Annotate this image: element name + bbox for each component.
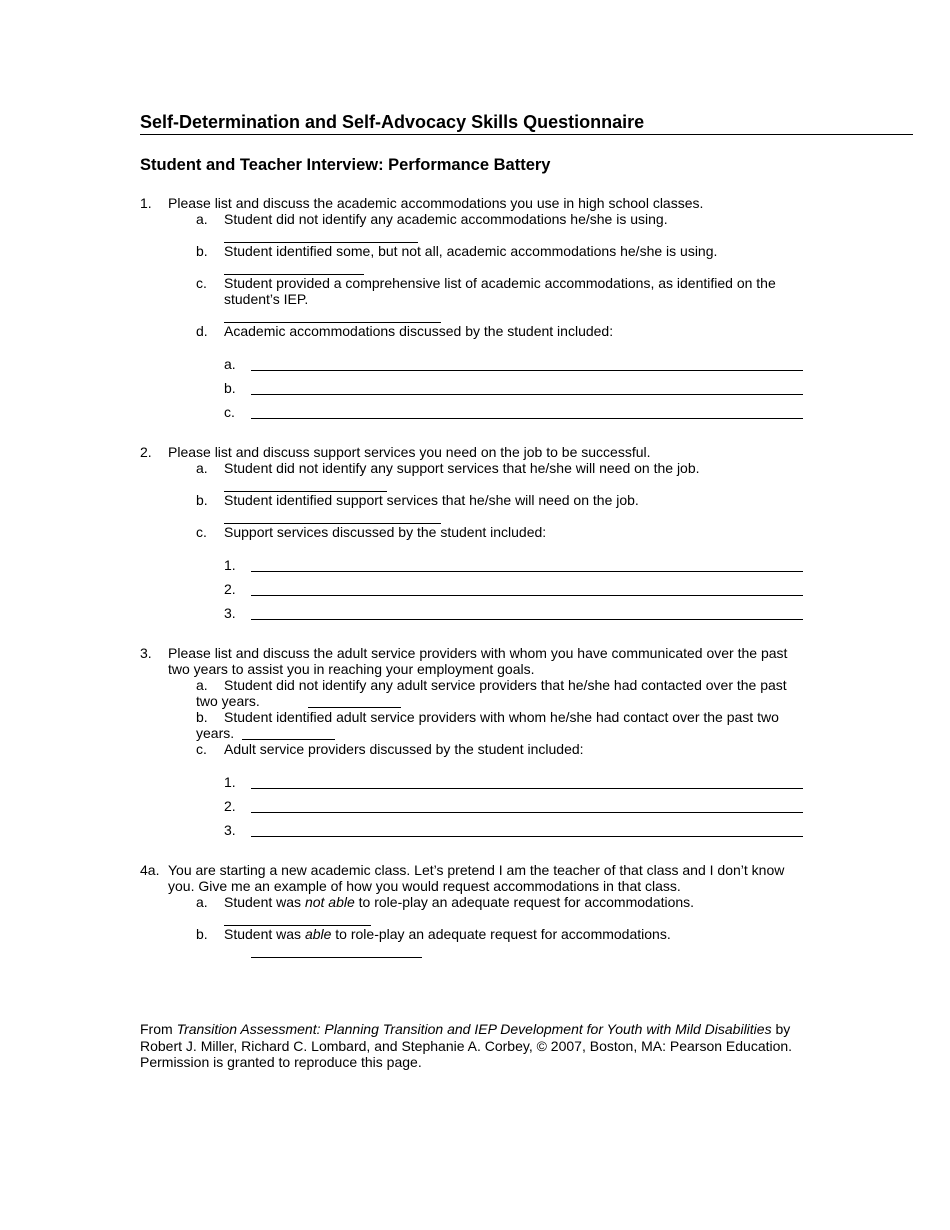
q2-b-label: b.	[196, 492, 208, 508]
q4a-a-text-pre: Student was	[224, 894, 305, 910]
title-rule	[140, 134, 913, 135]
q4a-b-text-pre: Student was	[224, 926, 305, 942]
q2-c-text: Support services discussed by the student included:	[224, 524, 547, 540]
q2-number: 2.	[140, 444, 152, 460]
q1-d-label: d.	[196, 323, 208, 339]
q2-list-label-1: 1.	[224, 557, 236, 573]
q1-b-text: Student identified some, but not all, academic accommodations he/she is using.	[224, 243, 718, 259]
q2-a-text: Student did not identify any support services that he/she will need on the job.	[224, 460, 700, 476]
q1-number: 1.	[140, 195, 152, 211]
q4a-b-label: b.	[196, 926, 208, 942]
citation-line3: Permission is granted to reproduce this page.	[140, 1054, 422, 1070]
q4a-b-text-emphasis: able	[304, 926, 332, 942]
q3-b-text-line1: Student identified adult service providers with whom he/she had contact over the past two	[224, 709, 779, 725]
q3-number: 3.	[140, 645, 152, 661]
q4a-b-text	[224, 926, 671, 942]
page-title: Self-Determination and Self-Advocacy Skills Questionnaire	[140, 112, 645, 132]
citation-book-title: Transition Assessment: Planning Transition and IEP Development for Youth with Mild Disabilities	[176, 1021, 772, 1037]
q3-list-line-3[interactable]	[251, 836, 803, 837]
q4a-b-text-post: to role-play an adequate request for accommodations.	[331, 926, 671, 942]
q4a-a-text-post: to role-play an adequate request for accommodations.	[354, 894, 695, 910]
q1-list-label-c: c.	[224, 404, 235, 420]
q3-b-text-line2: years.	[196, 725, 235, 741]
q1-c-text-line1: Student provided a comprehensive list of academic accommodations, as identified on the	[224, 275, 776, 291]
q3-text-line1: Please list and discuss the adult service providers with whom you have communicated over the past	[168, 645, 788, 661]
citation-line2: Robert J. Miller, Richard C. Lombard, and Stephanie A. Corbey, © 2007, Boston, MA: Pearson Education.	[140, 1037, 793, 1054]
q4a-b-answer-blank[interactable]	[251, 957, 422, 958]
q2-list-label-3: 3.	[224, 605, 236, 621]
q1-list-label-a: a.	[224, 356, 236, 372]
q3-c-label: c.	[196, 741, 207, 757]
q2-list-line-2[interactable]	[251, 595, 803, 596]
q3-c-text: Adult service providers discussed by the student included:	[224, 741, 584, 757]
q3-b-answer-blank[interactable]	[242, 739, 335, 740]
q3-a-answer-blank[interactable]	[308, 707, 401, 708]
q2-list-label-2: 2.	[224, 581, 236, 597]
q4a-a-text-emphasis: not able	[304, 894, 355, 910]
q1-a-text: Student did not identify any academic accommodations he/she is using.	[224, 211, 668, 227]
citation-by: by	[771, 1021, 791, 1037]
q1-d-text: Academic accommodations discussed by the student included:	[224, 323, 614, 339]
q3-list-label-1: 1.	[224, 774, 236, 790]
page-subtitle: Student and Teacher Interview: Performance Battery	[140, 156, 551, 174]
q1-list-line-c[interactable]	[251, 418, 803, 419]
q1-c-label: c.	[196, 275, 207, 291]
q3-list-label-3: 3.	[224, 822, 236, 838]
q3-a-text-line1: Student did not identify any adult service providers that he/she had contacted over the past	[224, 677, 787, 693]
q1-b-label: b.	[196, 243, 208, 259]
q2-list-line-1[interactable]	[251, 571, 803, 572]
q2-c-label: c.	[196, 524, 207, 540]
q1-a-label: a.	[196, 211, 208, 227]
q2-a-label: a.	[196, 460, 208, 476]
q3-a-label: a.	[196, 677, 208, 693]
q4a-number: 4a.	[140, 862, 160, 878]
citation-line1	[140, 1021, 820, 1038]
q4a-a-label: a.	[196, 894, 208, 910]
q4a-text-line1: You are starting a new academic class. Let’s pretend I am the teacher of that class and I don’t know	[168, 862, 785, 878]
q1-c-text-line2: student’s IEP.	[224, 291, 309, 307]
q4a-text-line2: you. Give me an example of how you would request accommodations in that class.	[168, 878, 681, 894]
q2-b-text: Student identified support services that he/she will need on the job.	[224, 492, 639, 508]
q1-text: Please list and discuss the academic accommodations you use in high school classes.	[168, 195, 704, 211]
q4a-a-text	[224, 894, 694, 910]
q1-list-line-a[interactable]	[251, 370, 803, 371]
q3-b-label: b.	[196, 709, 208, 725]
q3-list-label-2: 2.	[224, 798, 236, 814]
citation-from: From	[140, 1021, 177, 1037]
citation-footer	[140, 1021, 820, 1071]
q3-a-text-line2: two years.	[196, 693, 260, 709]
q3-list-line-2[interactable]	[251, 812, 803, 813]
q1-list-line-b[interactable]	[251, 394, 803, 395]
q2-text: Please list and discuss support services you need on the job to be successful.	[168, 444, 651, 460]
q3-text-line2: two years to assist you in reaching your employment goals.	[168, 661, 535, 677]
q1-list-label-b: b.	[224, 380, 236, 396]
q2-list-line-3[interactable]	[251, 619, 803, 620]
q3-list-line-1[interactable]	[251, 788, 803, 789]
